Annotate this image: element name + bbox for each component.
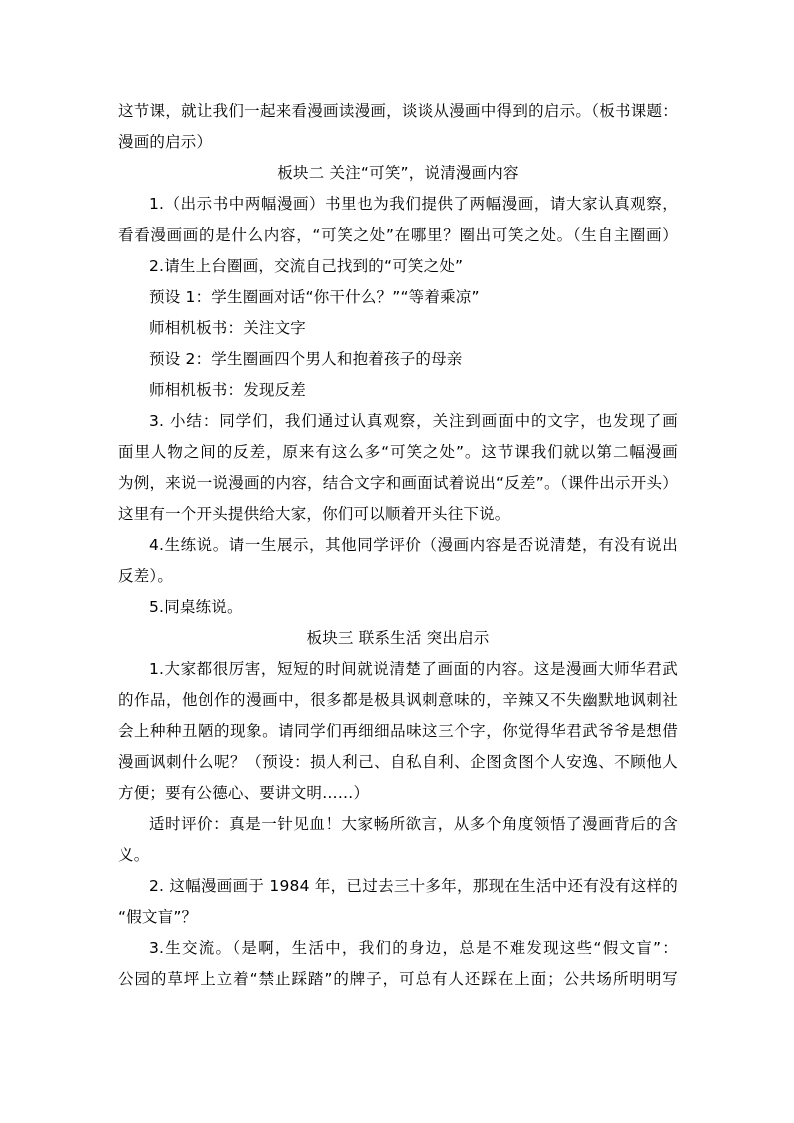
text-line: 2. 这幅漫画画于 1984 年，已过去三十多年，那现在生活中还有没有这样的 [149,877,678,895]
text-line: 5.同桌练说。 [149,598,243,616]
section-heading: 板块三 联系生活 突出启示 [306,629,490,647]
text-line: 方便；要有公德心、要讲文明……） [118,784,370,802]
text-line: 面里人物之间的反差，原来有这么多“可笑之处”。这节课我们就以第二幅漫画 [118,443,678,461]
text-line: 公园的草坪上立着“禁止踩踏”的牌子，可总有人还踩在上面；公共场所明明写 [118,970,678,988]
text-line: 2.请生上台圈画，交流自己找到的“可笑之处” [149,257,464,275]
text-line: 4.生练说。请一生展示，其他同学评价（漫画内容是否说清楚，有没有说出 [149,536,678,554]
text-line: 师相机板书：关注文字 [149,319,307,337]
text-line: 这里有一个开头提供给大家，你们可以顺着开头往下说。 [118,505,511,523]
lesson-plan-text [118,96,678,995]
text-line: 1.（出示书中两幅漫画）书里也为我们提供了两幅漫画，请大家认真观察， [149,195,678,213]
text-line: 3.生交流。（是啊，生活中，我们的身边，总是不难发现这些“假文盲”： [149,939,678,957]
text-line: 看看漫画画的是什么内容，“可笑之处”在哪里？圈出可笑之处。（生自主圈画） [118,226,678,244]
text-line: 反差）。 [118,567,174,585]
text-line: 义。 [118,846,150,864]
section-heading: 板块二 关注“可笑”，说清漫画内容 [277,164,519,182]
text-line: 3. 小结：同学们，我们通过认真观察，关注到画面中的文字，也发现了画 [149,412,678,430]
text-line: 师相机板书：发现反差 [149,381,307,399]
text-line: 为例，来说一说漫画的内容，结合文字和画面试着说出“反差”。（课件出示开头） [118,474,678,492]
text-line: 会上种种丑陋的现象。请同学们再细细品味这三个字，你觉得华君武爷爷是想借 [118,722,678,740]
text-line: 这节课，就让我们一起来看漫画读漫画，谈谈从漫画中得到的启示。（板书课题： [118,102,678,120]
text-line: 适时评价：真是一针见血！大家畅所欲言，从多个角度领悟了漫画背后的含 [149,815,678,833]
text-line: 的作品，他创作的漫画中，很多都是极具讽刺意味的，辛辣又不失幽默地讽刺社 [118,691,678,709]
text-line: 漫画的启示） [118,133,213,151]
text-line: 预设 1：学生圈画对话“你干什么？”“等着乘凉” [149,288,480,306]
text-line: 1.大家都很厉害，短短的时间就说清楚了画面的内容。这是漫画大师华君武 [149,660,678,678]
text-line: “假文盲”？ [118,908,198,926]
text-line: 预设 2：学生圈画四个男人和抱着孩子的母亲 [149,350,463,368]
text-line: 漫画讽刺什么呢？（预设：损人利己、自私自利、企图贪图个人安逸、不顾他人 [118,753,678,771]
